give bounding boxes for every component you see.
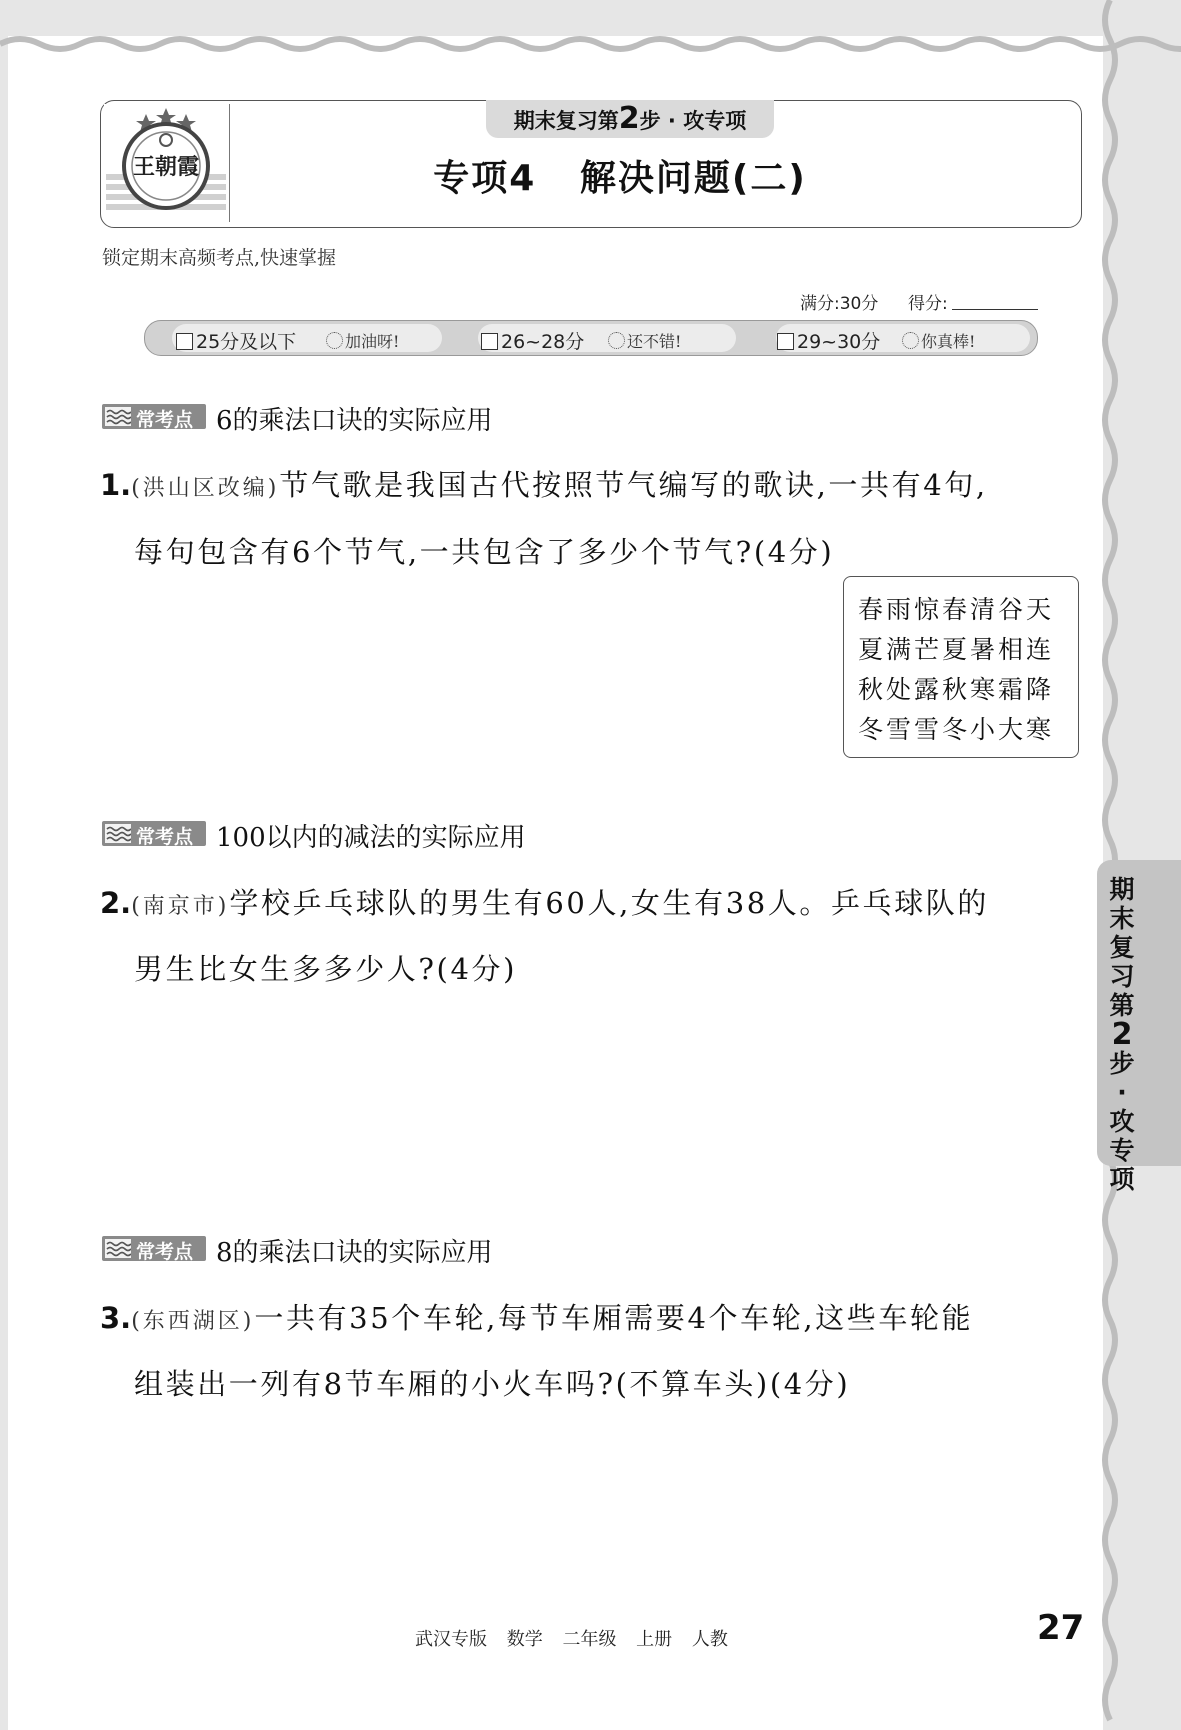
poem-line: 春雨惊春清谷天 bbox=[858, 595, 1055, 624]
poem-line: 夏满芒夏暑相连 bbox=[858, 635, 1055, 664]
side-tab-text bbox=[1100, 875, 1144, 1194]
section-title-3: 8的乘法口诀的实际应用 bbox=[216, 1238, 493, 1268]
step-prefix: 期末复习第 bbox=[513, 109, 619, 133]
score-blank bbox=[952, 309, 1038, 310]
rating-cheer-2 bbox=[608, 329, 681, 352]
publisher-logo bbox=[104, 104, 228, 220]
logo-text: 王朝霞 bbox=[132, 154, 200, 180]
section-title-2: 100以内的减法的实际应用 bbox=[216, 823, 526, 853]
question-source: (南京市) bbox=[131, 894, 230, 919]
question-number: 1. bbox=[100, 468, 132, 502]
frequent-point-tag bbox=[102, 821, 206, 846]
question-2-line-1 bbox=[100, 881, 989, 922]
wave-lines-icon bbox=[105, 407, 131, 426]
step-banner bbox=[486, 100, 774, 138]
question-source: (洪山区改编) bbox=[131, 476, 280, 501]
checkbox-icon[interactable] bbox=[481, 333, 498, 350]
frequent-point-tag bbox=[102, 404, 206, 429]
side-tab-bottom: 步 · 攻 专 项 bbox=[1109, 1049, 1135, 1194]
logo-divider bbox=[229, 104, 230, 222]
tag-label: 常考点 bbox=[136, 409, 194, 431]
full-score: 满分:30分 bbox=[800, 294, 879, 314]
section-title-1: 6的乘法口诀的实际应用 bbox=[216, 406, 493, 436]
wave-lines-icon bbox=[105, 1239, 131, 1258]
checkbox-icon[interactable] bbox=[176, 333, 193, 350]
rating-option-2[interactable] bbox=[481, 327, 584, 354]
side-tab-number: 2 bbox=[1111, 1017, 1133, 1052]
rating-option-1[interactable] bbox=[176, 327, 296, 354]
cheer-face-icon bbox=[608, 332, 625, 349]
tag-label: 常考点 bbox=[136, 826, 194, 848]
cheer-face-icon bbox=[326, 332, 343, 349]
question-1-line-2: 每句包含有6个节气,一共包含了多少个节气?(4分) bbox=[134, 535, 835, 569]
question-number: 2. bbox=[100, 886, 132, 920]
question-text: 一共有35个车轮,每节车厢需要4个车轮,这些车轮能 bbox=[254, 1301, 974, 1335]
question-source: (东西湖区) bbox=[131, 1309, 255, 1334]
question-text: 学校乒乓球队的男生有60人,女生有38人。乒乓球队的 bbox=[229, 886, 989, 920]
side-tab-top: 期 末 复 习 第 bbox=[1109, 875, 1135, 1020]
tagline: 锁定期末高频考点,快速掌握 bbox=[102, 247, 337, 269]
question-3-line-1 bbox=[100, 1296, 973, 1337]
rating-cheer-1 bbox=[326, 329, 399, 352]
rating-cheer-3 bbox=[902, 329, 975, 352]
cheer-text: 你真棒! bbox=[921, 332, 976, 351]
question-3-line-2: 组装出一列有8节车厢的小火车吗?(不算车头)(4分) bbox=[134, 1367, 851, 1401]
frequent-point-tag bbox=[102, 1236, 206, 1261]
tag-label: 常考点 bbox=[136, 1241, 194, 1263]
page-title: 专项4 解决问题(二) bbox=[433, 158, 807, 199]
score-label: 得分: bbox=[908, 294, 948, 314]
rating-range: 26~28分 bbox=[501, 331, 585, 353]
step-suffix: 步 · 攻专项 bbox=[639, 109, 747, 133]
question-1-line-1 bbox=[100, 463, 988, 504]
question-text: 节气歌是我国古代按照节气编写的歌诀,一共有4句, bbox=[279, 468, 988, 502]
rating-range: 25分及以下 bbox=[196, 331, 297, 353]
wave-lines-icon bbox=[105, 824, 131, 843]
poem-line: 秋处露秋寒霜降 bbox=[858, 675, 1055, 704]
question-2-line-2: 男生比女生多多少人?(4分) bbox=[134, 952, 518, 986]
checkbox-icon[interactable] bbox=[777, 333, 794, 350]
poem-line: 冬雪雪冬小大寒 bbox=[858, 715, 1055, 744]
cheer-text: 加油呀! bbox=[345, 332, 400, 351]
footer-book-info: 武汉专版 数学 二年级 上册 人教 bbox=[415, 1629, 728, 1650]
step-number: 2 bbox=[618, 101, 640, 136]
rating-option-3[interactable] bbox=[777, 327, 880, 354]
question-number: 3. bbox=[100, 1301, 132, 1335]
cheer-face-icon bbox=[902, 332, 919, 349]
page-number: 27 bbox=[1037, 1608, 1085, 1648]
cheer-text: 还不错! bbox=[627, 332, 682, 351]
rating-range: 29~30分 bbox=[797, 331, 881, 353]
